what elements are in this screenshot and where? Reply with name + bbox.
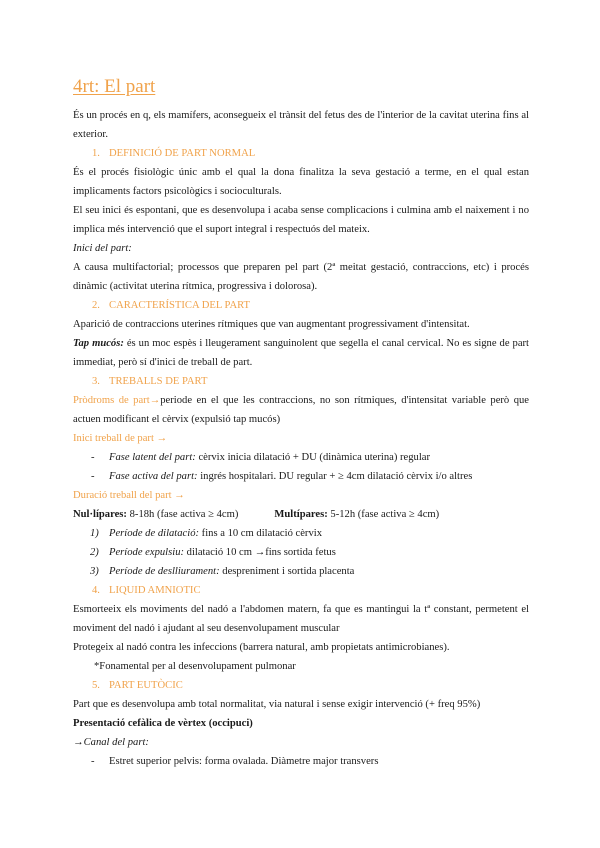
list-item: - Estret superior pelvis: forma ovalada. Diàmetre major transvers (91, 756, 379, 767)
s3-prodroms: Pròdroms de part→periode en el que les contraccions, no son rítmiques, d'intensitat variable però que actuen modificant el cèrvix (expulsió tap mucós) (73, 395, 530, 425)
s5-presentacio: Presentació cefàlica de vèrtex (occipuci) (73, 718, 253, 729)
s4-paragraph-2: Protegeix al nadó contra les infeccions (barrera natural, amb propietats antimicrobianes). (73, 642, 450, 653)
list-item: - Fase activa del part: ingrés hospitalari. DU regular + ≥ 4cm dilatació cèrvix i/o altres (91, 471, 473, 482)
s1-paragraph-2: El seu inici és espontani, que es desenvolupa i acaba sense complicacions i culmina amb el naixement i no implica més intervenció que el suport integral i respectuós del mateix. (73, 205, 529, 235)
s1-paragraph-1: És el procés fisiològic únic amb el qual la dona finalitza la seva gestació a terme, en el qual estan implicaments factors psicològics i socioculturals. (73, 167, 529, 197)
list-item: 2) Període expulsiu: dilatació 10 cm →fins sortida fetus (90, 547, 336, 558)
list-item: 1) Període de dilatació: fins a 10 cm dilatació cèrvix (90, 528, 322, 539)
list-item: - Fase latent del part: cèrvix inicia dilatació + DU (dinàmica uterina) regular (91, 452, 431, 463)
page-title: 4rt: El part (73, 76, 156, 97)
s2-tap-paragraph: Tap mucós: és un moc espès i lleugerament sanguinolent que segella el canal cervical. No es signe de part immediat, però sí d'inici de treball de part. (73, 338, 529, 368)
s4-paragraph-1: Esmorteeix els moviments del nadó a l'abdomen matern, fa que es mantingui la tª constant, permetent el moviment del nadó i ajudant al seu desenvolupament muscular (73, 604, 529, 634)
fases-list (73, 448, 529, 486)
section-heading-4: 4. LIQUID AMNIOTIC (92, 585, 201, 596)
section-heading-1: 1. DEFINICIÓ DE PART NORMAL (92, 148, 256, 159)
s3-durada-label: Duració treball del part → (73, 490, 185, 501)
section-heading-5: 5. PART EUTÒCIC (92, 680, 183, 691)
section-heading-2: 2. CARACTERÍSTICA DEL PART (92, 300, 251, 311)
s2-paragraph-1: Aparició de contraccions uterines rítmiques que van augmentant progressivament d'intensitat. (73, 319, 470, 330)
intro-paragraph: És un procés en q, els mamífers, aconsegueix el trànsit del fetus des de l'interior de la cavitat uterina fins al exterior. (73, 110, 529, 140)
periodes-list (73, 524, 529, 581)
list-item: 3) Període de deslliurament: despreniment i sortida placenta (90, 566, 355, 577)
canal-list (73, 752, 529, 771)
s1-paragraph-3: A causa multifactorial; processos que preparen pel part (2ª meitat gestació, contraccions, etc) i procés dinàmic (activitat uterina rítmica, progressiva i dolorosa). (73, 262, 529, 292)
s5-paragraph-1: Part que es desenvolupa amb total normalitat, via natural i sense exigir intervenció (+ freq 95%) (73, 699, 481, 710)
s5-canal-label: →Canal del part: (73, 737, 149, 748)
s1-inici-label: Inici del part: (73, 243, 132, 254)
s3-durada-values: Nul·lípares: 8-18h (fase activa ≥ 4cm) Multípares: 5-12h (fase activa ≥ 4cm) (73, 509, 440, 520)
s4-paragraph-3: *Fonamental per al desenvolupament pulmonar (94, 661, 296, 672)
document-page (73, 76, 529, 771)
section-heading-3: 3. TREBALLS DE PART (92, 376, 208, 387)
s3-inici-label: Inici treball de part → (73, 433, 168, 444)
